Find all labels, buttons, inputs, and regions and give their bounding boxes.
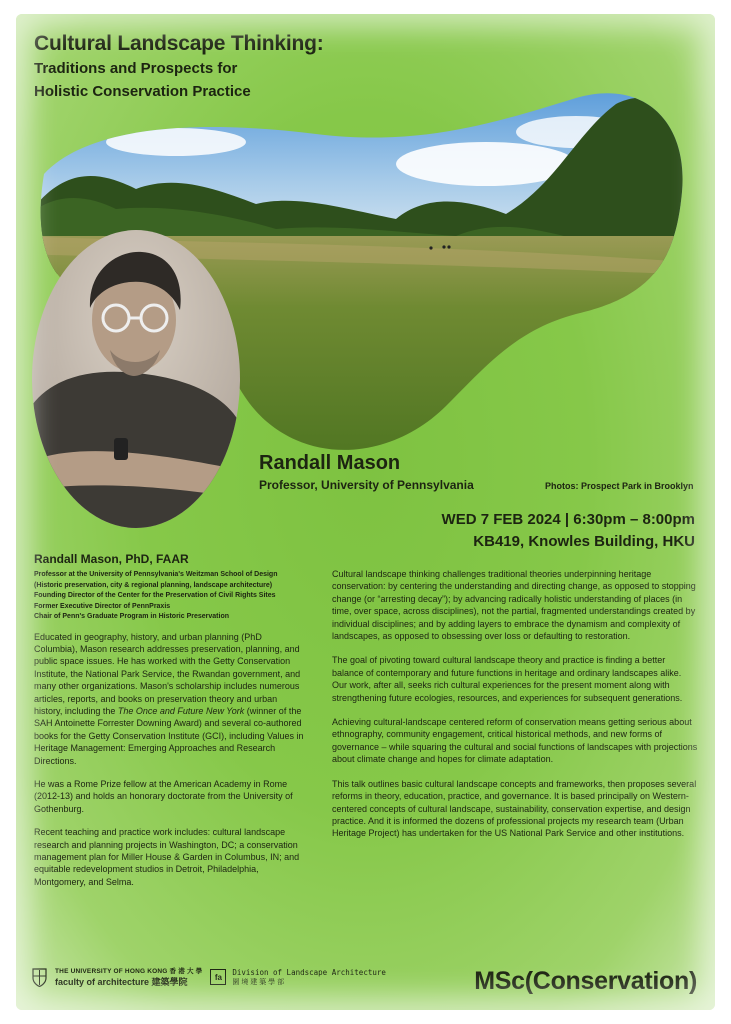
abstract-paragraph: The goal of pivoting toward cultural landscape theory and practice is finding a better balance of contemporary and future functions in heritage and ordinary landscapes alike. Our work, after all, seeks rich cultural experiences for the present moment along with strengthening future ecologies, resources, and experiences for subsequent generations. — [332, 655, 683, 703]
role-line: (Historic preservation, city & regional planning, landscape architecture) — [34, 581, 273, 589]
role-list — [34, 570, 306, 623]
book-title: The Once and Future New York — [117, 705, 245, 716]
title-sub-line2: Holistic Conservation Practice — [34, 83, 251, 100]
abstract-paragraph: Achieving cultural-landscape centered reform of conservation means getting serious about ethnography, community engagement, critical historical methods, and new forms of governance – while squaring the cultural and social functions of landscapes with projections about climate change and hopes for climate adaptation. — [332, 717, 698, 765]
event-datetime: WED 7 FEB 2024 | 6:30pm – 8:00pm — [441, 511, 695, 528]
bio-text: Educated in geography, history, and urban planning (PhD Columbia), Mason research addresses preservation, planning, and public space issues. He has worked with the Getty Conservation Institute, the National Park Service, the Rwandan government, and many other organizations. Mason's scholarship includes numerous articles, reports, and books on preservation theory and urban history, including the — [34, 631, 301, 716]
division-name-chinese: 園 境 建 築 學 部 — [232, 978, 285, 986]
title-main: Cultural Landscape Thinking: — [34, 32, 324, 55]
photo-credit: Photos: Prospect Park in Brooklyn — [545, 481, 694, 491]
faculty-name: faculty of architecture 建築學院 — [55, 977, 188, 987]
page-title — [34, 32, 324, 102]
role-line: Professor at the University of Pennsylvania's Weitzman School of Design — [34, 571, 278, 578]
bio-paragraph: He was a Rome Prize fellow at the American Academy in Rome (2012-13) and holds an honorary doctorate from the University of Gothenburg. — [34, 778, 293, 814]
programme-name: MSc(Conservation) — [474, 967, 697, 995]
poster — [16, 14, 715, 1010]
faculty-mark-icon: fa — [210, 969, 226, 985]
abstract-paragraph: This talk outlines basic cultural landscape concepts and frameworks, then proposes several reforms in theory, education, practice, and governance. It is based principally on Western-centered concepts of cultural landscape, sustainability, conservation expertise, and design practice. And it is informed the dozens of professional projects my research team (Urban Heritage Project) has undertaken for the US National Park Service and other institutions. — [332, 778, 697, 839]
bio-paragraph — [34, 631, 306, 767]
hku-name: THE UNIVERSITY OF HONG KONG 香 港 大 學 — [55, 968, 203, 975]
role-line: Former Executive Director of PennPraxis — [34, 602, 171, 610]
talk-abstract — [332, 568, 698, 852]
title-sub-line1: Traditions and Prospects for — [34, 60, 238, 77]
role-line: Chair of Penn's Graduate Program in Historic Preservation — [34, 613, 229, 620]
role-line: Founding Director of the Center for the Preservation of Civil Rights Sites — [34, 592, 276, 599]
speaker-name: Randall Mason — [259, 452, 401, 474]
speaker-title: Professor, University of Pennsylvania — [259, 478, 474, 492]
bio-paragraph: Recent teaching and practice work includes: cultural landscape research and planning projects in Washington, DC; a conservation management plan for Miller House & Garden in Columbus, IN; and equitable redevelopment studios in Detroit, Philadelphia, Montgomery, and Selma. — [34, 827, 300, 887]
faculty-logo — [32, 966, 386, 988]
bio-text: (winner of the SAH Antoinette Forrester Downing Award) and several co-authored books for the Getty Conservation Institute (GCI), including Values in Heritage Management: Emerging Approaches and Research Directions. — [34, 705, 304, 766]
event-venue: KB419, Knowles Building, HKU — [473, 533, 695, 550]
bio-heading: Randall Mason, PhD, FAAR — [34, 552, 189, 566]
hku-crest-icon — [32, 968, 47, 987]
abstract-paragraph: Cultural landscape thinking challenges traditional theories underpinning heritage conservation: by centering the understanding and directing change, as opposed to stopping change (or “arresting decay”); by advancing radically holistic understanding of places (in time, over space, across disciplines), not the partial, fragmented understandings created by individual disciplines; and by adding layers to embrace the dynamism and complexity of landscapes, as opposed to obsessing over loss or defaulting to restoration. — [332, 569, 696, 642]
speaker-bio — [34, 552, 306, 899]
speaker-portrait — [30, 228, 242, 530]
division-name: Division of Landscape Architecture — [232, 967, 386, 977]
